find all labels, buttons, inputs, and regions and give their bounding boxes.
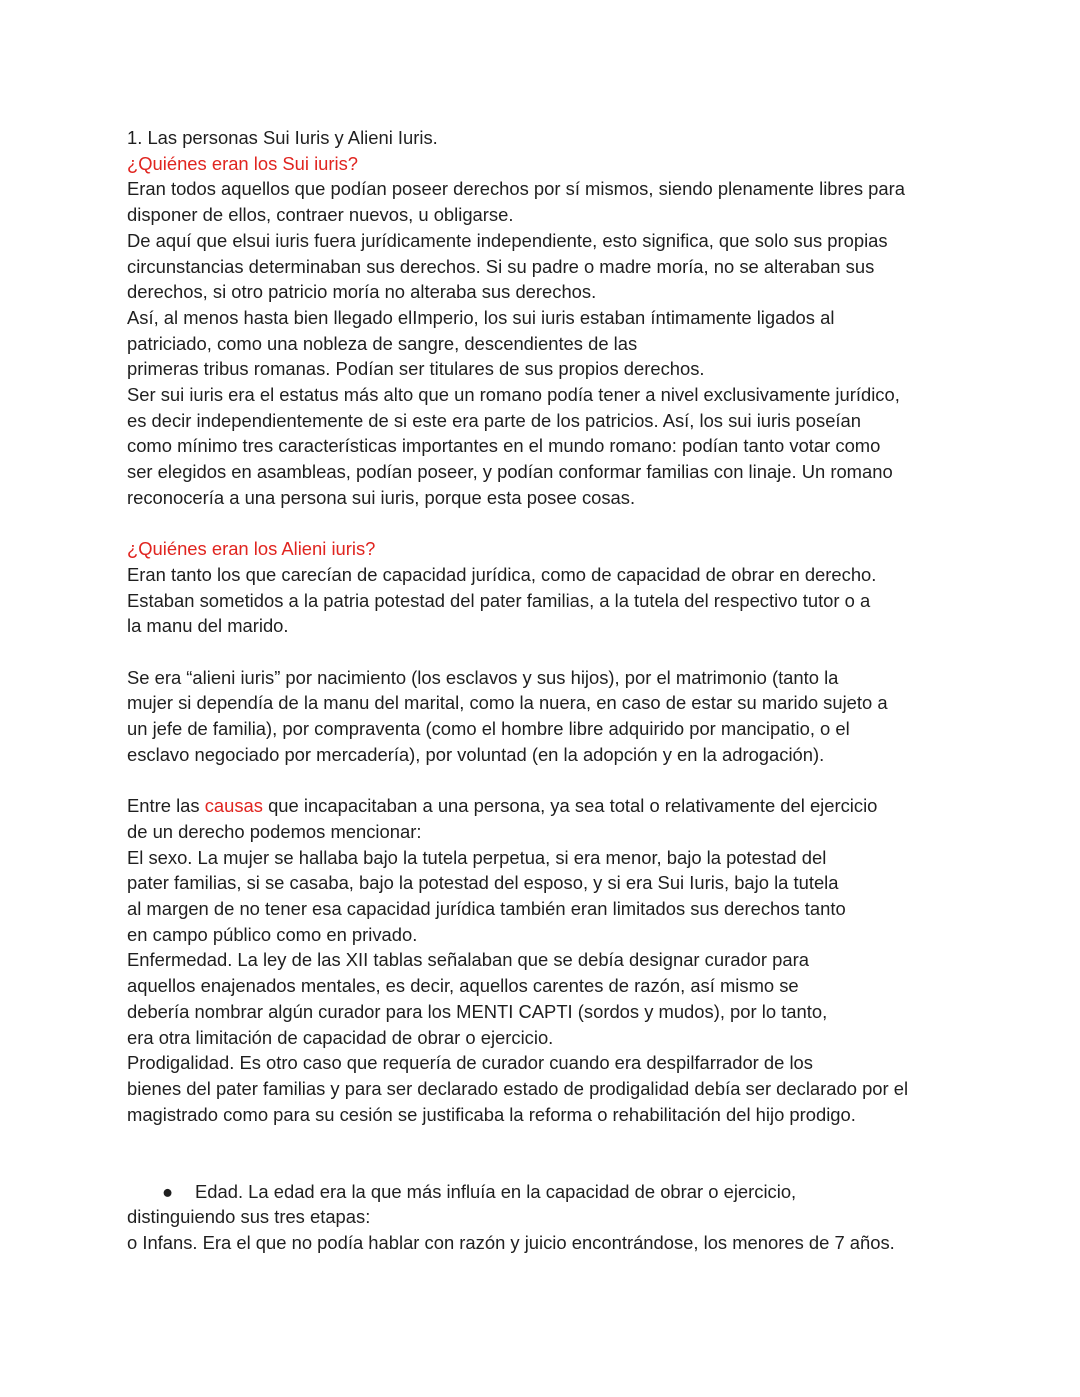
paragraph-line: Así, al menos hasta bien llegado elImperio, los sui iuris estaban íntimamente ligados al: [127, 306, 835, 328]
paragraph-line: mujer si dependía de la manu del marital, como la nuera, en caso de estar su marido sujeto a: [127, 692, 888, 714]
paragraph-line: en campo público como en privado.: [127, 923, 418, 945]
alieni-iuris-paragraph: [127, 562, 967, 639]
alieni-iuris-question: ¿Quiénes eran los Alieni iuris?: [127, 538, 376, 560]
paragraph-line: distinguiendo sus tres etapas:: [127, 1206, 371, 1228]
paragraph-line: aquellos enajenados mentales, es decir, aquellos carentes de razón, así mismo se: [127, 975, 799, 997]
paragraph-line: de un derecho podemos mencionar:: [127, 820, 422, 842]
document-page: [127, 125, 967, 1256]
paragraph-line: reconocería a una persona sui iuris, porque esta posee cosas.: [127, 486, 636, 508]
paragraph-line: patriciado, como una nobleza de sangre, descendientes de las: [127, 332, 638, 354]
paragraph-line: primeras tribus romanas. Podían ser titulares de sus propios derechos.: [127, 358, 705, 380]
paragraph-line: es decir independientemente de si este era parte de los patricios. Así, los sui iuris poseían: [127, 409, 861, 431]
paragraph-line: Enfermedad. La ley de las XII tablas señalaban que se debía designar curador para: [127, 949, 809, 971]
paragraph-line: De aquí que elsui iuris fuera jurídicamente independiente, esto significa, que solo sus propias: [127, 229, 888, 251]
paragraph-line: El sexo. La mujer se hallaba bajo la tutela perpetua, si era menor, bajo la potestad del: [127, 846, 827, 868]
paragraph-line: bienes del pater familias y para ser declarado estado de prodigalidad debía ser declarado por el: [127, 1077, 909, 1099]
spacer: [127, 768, 967, 794]
paragraph-line: era otra limitación de capacidad de obrar o ejercicio.: [127, 1026, 554, 1048]
alieni-iuris-origin-paragraph: [127, 665, 967, 768]
section-heading: 1. Las personas Sui Iuris y Alieni Iuris.: [127, 127, 438, 148]
paragraph-line: disponer de ellos, contraer nuevos, u obligarse.: [127, 204, 514, 226]
paragraph-line: al margen de no tener esa capacidad jurídica también eran limitados sus derechos tanto: [127, 898, 846, 920]
paragraph-line: Prodigalidad. Es otro caso que requería de curador cuando era despilfarrador de los: [127, 1052, 813, 1074]
paragraph-line: o Infans. Era el que no podía hablar con razón y juicio encontrándose, los menores de 7 años.: [127, 1232, 895, 1254]
edad-list-item: [127, 1179, 967, 1256]
paragraph-line: derechos, si otro patricio moría no alteraba sus derechos.: [127, 281, 597, 303]
causas-intro-line: [127, 793, 967, 819]
paragraph-line: Se era “alieni iuris” por nacimiento (los esclavos y sus hijos), por el matrimonio (tanto la: [127, 666, 839, 688]
edad-first-line: Edad. La edad era la que más influía en la capacidad de obrar o ejercicio,: [195, 1180, 797, 1202]
paragraph-line: circunstancias determinaban sus derechos. Si su padre o madre moría, no se alteraban sus: [127, 255, 875, 277]
paragraph-line: ser elegidos en asambleas, podían poseer, y podían conformar familias con linaje. Un romano: [127, 461, 893, 483]
causas-paragraph: [127, 793, 967, 1127]
causas-intro-after: que incapacitaban a una persona, ya sea total o relativamente del ejercicio: [262, 795, 878, 817]
paragraph-line: debería nombrar algún curador para los MENTI CAPTI (sordos y mudos), por lo tanto,: [127, 1000, 828, 1022]
causas-keyword: causas: [204, 795, 263, 817]
edad-bullet-line: [127, 1179, 967, 1205]
spacer: [127, 1127, 967, 1178]
bullet-icon: ●: [162, 1180, 174, 1202]
spacer: [127, 511, 967, 537]
spacer: [127, 639, 967, 665]
causas-intro-before: Entre las: [127, 795, 205, 817]
paragraph-line: como mínimo tres características importantes en el mundo romano: podían tanto votar como: [127, 435, 881, 457]
sui-iuris-paragraph: [127, 176, 967, 510]
paragraph-line: la manu del marido.: [127, 615, 289, 637]
paragraph-line: pater familias, si se casaba, bajo la potestad del esposo, y si era Sui Iuris, bajo la tutela: [127, 872, 839, 894]
paragraph-line: esclavo negociado por mercadería), por voluntad (en la adopción y en la adrogación).: [127, 743, 825, 765]
paragraph-line: Ser sui iuris era el estatus más alto que un romano podía tener a nivel exclusivamente jurídico,: [127, 384, 900, 406]
paragraph-line: Estaban sometidos a la patria potestad del pater familias, a la tutela del respectivo tutor o a: [127, 589, 871, 611]
paragraph-line: Eran tanto los que carecían de capacidad jurídica, como de capacidad de obrar en derecho.: [127, 563, 877, 585]
sui-iuris-question: ¿Quiénes eran los Sui iuris?: [127, 152, 359, 174]
paragraph-line: magistrado como para su cesión se justificaba la reforma o rehabilitación del hijo prodigo.: [127, 1103, 856, 1125]
paragraph-line: Eran todos aquellos que podían poseer derechos por sí mismos, siendo plenamente libres para: [127, 178, 905, 200]
paragraph-line: un jefe de familia), por compraventa (como el hombre libre adquirido por mancipatio, o el: [127, 718, 850, 740]
